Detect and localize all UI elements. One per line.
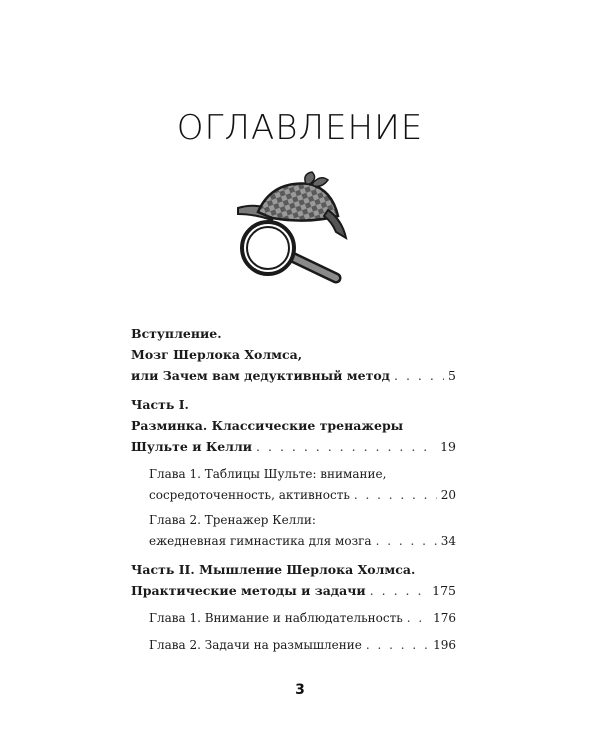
toc-entry-line: Часть I. — [131, 397, 189, 412]
toc-page-number: 19 — [440, 439, 456, 454]
toc-page-number: 176 — [433, 611, 456, 625]
dot-leader — [354, 485, 437, 506]
toc-page-number: 5 — [448, 368, 456, 383]
toc-entry-line: Разминка. Классические тренажеры — [131, 418, 404, 433]
toc-entry-line: Часть II. Мышление Шерлока Холмса. — [131, 562, 416, 577]
toc-entry-line: Глава 2. Задачи на размышление — [149, 638, 362, 652]
toc-entry-line: Вступление. — [131, 326, 222, 341]
toc-entry-line: или Зачем вам дедуктивный метод — [131, 368, 391, 383]
toc-entry[interactable] — [149, 464, 456, 506]
toc-page-number: 34 — [440, 534, 456, 548]
toc-entry-line: Шульте и Келли — [131, 439, 253, 454]
dot-leader — [366, 635, 429, 656]
page-number: 3 — [295, 682, 305, 698]
toc-entry[interactable] — [149, 510, 456, 552]
toc-entry[interactable] — [149, 635, 456, 656]
toc-entry-line: Глава 1. Внимание и наблюдательность — [149, 611, 403, 625]
dot-leader — [394, 365, 444, 386]
toc-entry[interactable] — [131, 394, 456, 457]
dot-leader — [370, 580, 428, 601]
dot-leader — [376, 531, 437, 552]
toc-entry-line: Глава 2. Тренажер Келли: — [149, 513, 316, 527]
deerstalker-hat-and-magnifying-glass-icon — [228, 168, 358, 298]
dot-leader — [407, 608, 429, 629]
dot-leader — [256, 436, 436, 457]
toc-entry-line: Мозг Шерлока Холмса, — [131, 347, 303, 362]
toc-entry[interactable] — [131, 559, 456, 601]
page-title: ОГЛАВЛЕНИЕ — [176, 108, 424, 148]
toc-entry-line: ежедневная гимнастика для мозга — [149, 534, 372, 548]
toc-entry[interactable] — [149, 608, 456, 629]
toc-page-number: 196 — [433, 638, 456, 652]
toc-entry[interactable] — [131, 323, 456, 386]
toc-page-number: 20 — [440, 488, 456, 502]
toc-entry-line: Глава 1. Таблицы Шульте: внимание, — [149, 467, 387, 481]
toc-page-number: 175 — [432, 583, 456, 598]
toc-entry-line: сосредоточенность, активность — [149, 488, 350, 502]
toc-entry-line: Практические методы и задачи — [131, 583, 366, 598]
